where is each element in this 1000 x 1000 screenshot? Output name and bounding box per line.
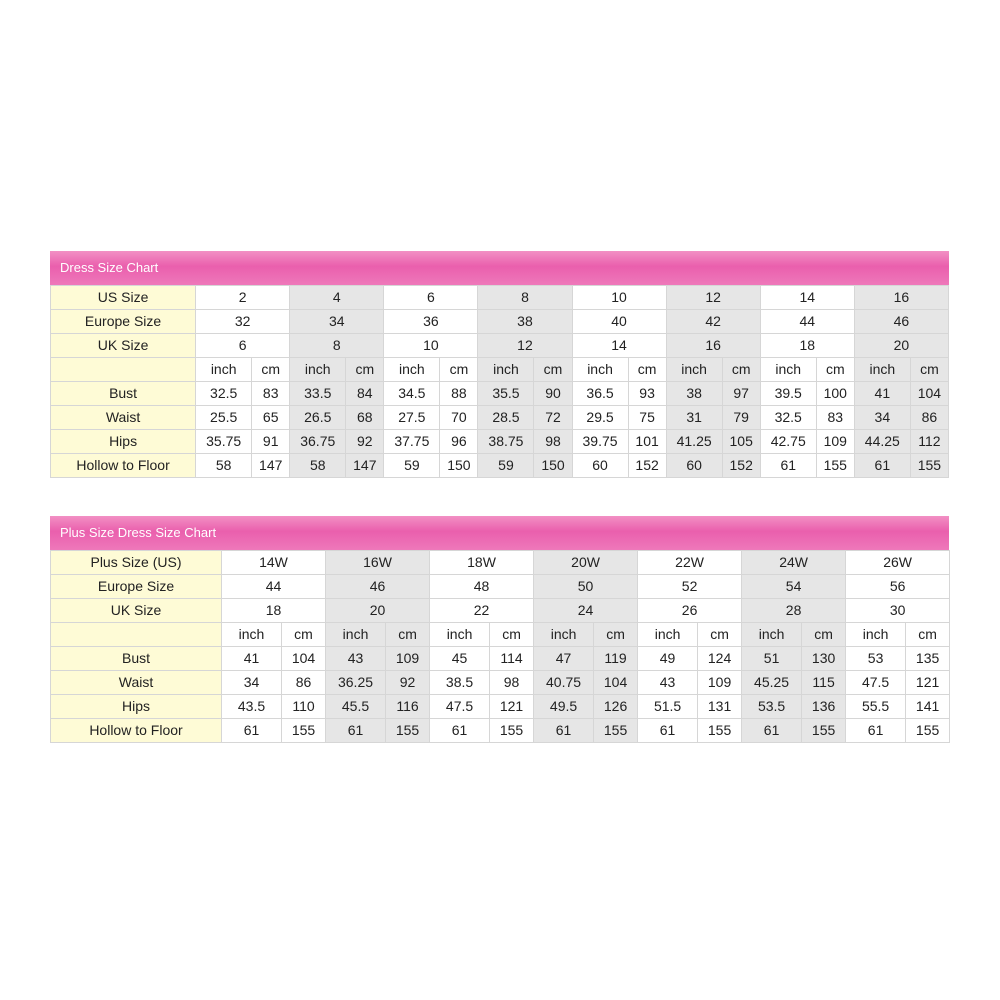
value-cell-cm: 109 (816, 430, 854, 454)
value-cell-inch: 37.75 (384, 430, 440, 454)
size-cell: 8 (478, 286, 572, 310)
value-cell-cm: 98 (534, 430, 572, 454)
value-cell-inch: 33.5 (290, 382, 346, 406)
value-cell-cm: 109 (386, 647, 430, 671)
size-cell: 16 (666, 334, 760, 358)
table-row (51, 454, 949, 478)
size-cell: 28 (742, 599, 846, 623)
row-label-hips: Hips (51, 430, 196, 454)
value-cell-cm: 86 (282, 671, 326, 695)
size-cell: 22 (430, 599, 534, 623)
size-cell: 36 (384, 310, 478, 334)
row-label-us-size: US Size (51, 286, 196, 310)
unit-header-inch: inch (326, 623, 386, 647)
value-cell-inch: 26.5 (290, 406, 346, 430)
size-cell: 20W (534, 551, 638, 575)
value-cell-inch: 61 (854, 454, 910, 478)
value-cell-inch: 59 (478, 454, 534, 478)
value-cell-cm: 105 (722, 430, 760, 454)
chart-title: Plus Size Dress Size Chart (50, 516, 949, 550)
value-cell-inch: 49.5 (534, 695, 594, 719)
unit-header-row (51, 623, 950, 647)
unit-header-cm: cm (816, 358, 854, 382)
value-cell-cm: 147 (252, 454, 290, 478)
unit-header-cm: cm (252, 358, 290, 382)
value-cell-cm: 114 (490, 647, 534, 671)
value-cell-cm: 131 (698, 695, 742, 719)
value-cell-inch: 60 (572, 454, 628, 478)
value-cell-cm: 155 (490, 719, 534, 743)
value-cell-cm: 79 (722, 406, 760, 430)
value-cell-cm: 141 (906, 695, 950, 719)
table-row (51, 334, 949, 358)
plus-size-dress-size-chart (50, 516, 949, 743)
unit-header-cm: cm (906, 623, 950, 647)
row-label-hollow-to-floor: Hollow to Floor (51, 454, 196, 478)
value-cell-cm: 155 (910, 454, 948, 478)
value-cell-cm: 121 (906, 671, 950, 695)
value-cell-inch: 44.25 (854, 430, 910, 454)
dress-size-chart (50, 251, 949, 478)
unit-header-inch: inch (196, 358, 252, 382)
value-cell-inch: 51.5 (638, 695, 698, 719)
chart-title: Dress Size Chart (50, 251, 949, 285)
size-cell: 38 (478, 310, 572, 334)
value-cell-cm: 92 (346, 430, 384, 454)
value-cell-inch: 61 (534, 719, 594, 743)
size-cell: 2 (196, 286, 290, 310)
table-row (51, 671, 950, 695)
value-cell-cm: 115 (802, 671, 846, 695)
value-cell-inch: 47 (534, 647, 594, 671)
table-row (51, 599, 950, 623)
value-cell-inch: 27.5 (384, 406, 440, 430)
value-cell-inch: 53.5 (742, 695, 802, 719)
value-cell-inch: 58 (290, 454, 346, 478)
value-cell-cm: 155 (594, 719, 638, 743)
row-label-waist: Waist (51, 406, 196, 430)
value-cell-cm: 109 (698, 671, 742, 695)
value-cell-inch: 55.5 (846, 695, 906, 719)
value-cell-cm: 92 (386, 671, 430, 695)
size-cell: 26 (638, 599, 742, 623)
value-cell-cm: 135 (906, 647, 950, 671)
unit-header-inch: inch (478, 358, 534, 382)
value-cell-inch: 31 (666, 406, 722, 430)
value-cell-inch: 51 (742, 647, 802, 671)
value-cell-inch: 34 (222, 671, 282, 695)
unit-header-inch: inch (222, 623, 282, 647)
value-cell-inch: 61 (326, 719, 386, 743)
size-cell: 50 (534, 575, 638, 599)
value-cell-cm: 152 (628, 454, 666, 478)
value-cell-inch: 61 (222, 719, 282, 743)
table-row (51, 575, 950, 599)
value-cell-cm: 100 (816, 382, 854, 406)
value-cell-inch: 43.5 (222, 695, 282, 719)
value-cell-cm: 155 (282, 719, 326, 743)
unit-row-label (51, 623, 222, 647)
value-cell-inch: 29.5 (572, 406, 628, 430)
value-cell-inch: 45.25 (742, 671, 802, 695)
value-cell-inch: 34 (854, 406, 910, 430)
value-cell-inch: 61 (638, 719, 698, 743)
value-cell-cm: 97 (722, 382, 760, 406)
table-row (51, 406, 949, 430)
value-cell-cm: 155 (816, 454, 854, 478)
value-cell-cm: 136 (802, 695, 846, 719)
value-cell-inch: 60 (666, 454, 722, 478)
unit-header-cm: cm (698, 623, 742, 647)
value-cell-cm: 72 (534, 406, 572, 430)
value-cell-inch: 38 (666, 382, 722, 406)
value-cell-cm: 93 (628, 382, 666, 406)
row-label-plus-size-us: Plus Size (US) (51, 551, 222, 575)
table-row (51, 695, 950, 719)
unit-header-inch: inch (430, 623, 490, 647)
value-cell-inch: 58 (196, 454, 252, 478)
unit-row-label (51, 358, 196, 382)
value-cell-cm: 150 (534, 454, 572, 478)
size-cell: 48 (430, 575, 534, 599)
value-cell-cm: 130 (802, 647, 846, 671)
value-cell-inch: 49 (638, 647, 698, 671)
value-cell-cm: 90 (534, 382, 572, 406)
value-cell-inch: 61 (742, 719, 802, 743)
size-table (50, 550, 950, 743)
row-label-hips: Hips (51, 695, 222, 719)
value-cell-cm: 101 (628, 430, 666, 454)
value-cell-inch: 41 (854, 382, 910, 406)
table-row (51, 647, 950, 671)
table-row (51, 286, 949, 310)
value-cell-cm: 150 (440, 454, 478, 478)
size-cell: 32 (196, 310, 290, 334)
value-cell-inch: 43 (326, 647, 386, 671)
unit-header-cm: cm (910, 358, 948, 382)
value-cell-inch: 47.5 (430, 695, 490, 719)
unit-header-cm: cm (594, 623, 638, 647)
row-label-hollow-to-floor: Hollow to Floor (51, 719, 222, 743)
size-cell: 44 (760, 310, 854, 334)
size-cell: 34 (290, 310, 384, 334)
value-cell-inch: 36.5 (572, 382, 628, 406)
row-label-europe-size: Europe Size (51, 575, 222, 599)
value-cell-inch: 40.75 (534, 671, 594, 695)
unit-header-cm: cm (722, 358, 760, 382)
unit-header-cm: cm (628, 358, 666, 382)
value-cell-inch: 41 (222, 647, 282, 671)
value-cell-inch: 61 (430, 719, 490, 743)
size-cell: 12 (666, 286, 760, 310)
size-cell: 22W (638, 551, 742, 575)
value-cell-cm: 155 (802, 719, 846, 743)
row-label-bust: Bust (51, 647, 222, 671)
unit-header-cm: cm (386, 623, 430, 647)
unit-header-cm: cm (282, 623, 326, 647)
row-label-uk-size: UK Size (51, 599, 222, 623)
size-cell: 46 (326, 575, 430, 599)
size-cell: 20 (326, 599, 430, 623)
value-cell-inch: 28.5 (478, 406, 534, 430)
value-cell-inch: 25.5 (196, 406, 252, 430)
size-cell: 10 (384, 334, 478, 358)
value-cell-inch: 35.75 (196, 430, 252, 454)
value-cell-cm: 152 (722, 454, 760, 478)
size-cell: 56 (846, 575, 950, 599)
value-cell-cm: 155 (386, 719, 430, 743)
value-cell-cm: 75 (628, 406, 666, 430)
value-cell-inch: 47.5 (846, 671, 906, 695)
value-cell-cm: 68 (346, 406, 384, 430)
value-cell-cm: 84 (346, 382, 384, 406)
value-cell-inch: 36.25 (326, 671, 386, 695)
unit-header-cm: cm (346, 358, 384, 382)
unit-header-inch: inch (572, 358, 628, 382)
unit-header-row (51, 358, 949, 382)
size-table (50, 285, 949, 478)
row-label-bust: Bust (51, 382, 196, 406)
size-cell: 12 (478, 334, 572, 358)
value-cell-cm: 86 (910, 406, 948, 430)
table-row (51, 310, 949, 334)
row-label-uk-size: UK Size (51, 334, 196, 358)
value-cell-inch: 34.5 (384, 382, 440, 406)
size-cell: 42 (666, 310, 760, 334)
value-cell-inch: 61 (760, 454, 816, 478)
row-label-waist: Waist (51, 671, 222, 695)
value-cell-cm: 112 (910, 430, 948, 454)
table-row (51, 719, 950, 743)
value-cell-inch: 53 (846, 647, 906, 671)
value-cell-cm: 147 (346, 454, 384, 478)
value-cell-inch: 38.5 (430, 671, 490, 695)
value-cell-inch: 45 (430, 647, 490, 671)
value-cell-cm: 121 (490, 695, 534, 719)
value-cell-inch: 35.5 (478, 382, 534, 406)
unit-header-inch: inch (846, 623, 906, 647)
size-cell: 4 (290, 286, 384, 310)
table-row (51, 551, 950, 575)
value-cell-cm: 119 (594, 647, 638, 671)
value-cell-inch: 61 (846, 719, 906, 743)
value-cell-cm: 155 (698, 719, 742, 743)
value-cell-inch: 43 (638, 671, 698, 695)
value-cell-cm: 83 (816, 406, 854, 430)
value-cell-cm: 104 (910, 382, 948, 406)
size-cell: 18W (430, 551, 534, 575)
size-cell: 14W (222, 551, 326, 575)
value-cell-inch: 36.75 (290, 430, 346, 454)
value-cell-inch: 59 (384, 454, 440, 478)
size-cell: 16 (854, 286, 948, 310)
table-row (51, 430, 949, 454)
value-cell-cm: 91 (252, 430, 290, 454)
value-cell-cm: 96 (440, 430, 478, 454)
value-cell-inch: 45.5 (326, 695, 386, 719)
value-cell-cm: 126 (594, 695, 638, 719)
value-cell-inch: 41.25 (666, 430, 722, 454)
unit-header-cm: cm (802, 623, 846, 647)
unit-header-cm: cm (490, 623, 534, 647)
value-cell-cm: 88 (440, 382, 478, 406)
unit-header-inch: inch (666, 358, 722, 382)
table-row (51, 382, 949, 406)
size-cell: 46 (854, 310, 948, 334)
value-cell-cm: 110 (282, 695, 326, 719)
value-cell-inch: 32.5 (760, 406, 816, 430)
unit-header-cm: cm (440, 358, 478, 382)
unit-header-inch: inch (534, 623, 594, 647)
size-cell: 16W (326, 551, 430, 575)
size-cell: 24W (742, 551, 846, 575)
value-cell-cm: 116 (386, 695, 430, 719)
value-cell-cm: 104 (282, 647, 326, 671)
value-cell-cm: 155 (906, 719, 950, 743)
value-cell-cm: 65 (252, 406, 290, 430)
value-cell-inch: 42.75 (760, 430, 816, 454)
unit-header-inch: inch (742, 623, 802, 647)
size-cell: 10 (572, 286, 666, 310)
size-cell: 14 (572, 334, 666, 358)
unit-header-inch: inch (638, 623, 698, 647)
size-cell: 18 (760, 334, 854, 358)
size-cell: 6 (384, 286, 478, 310)
value-cell-inch: 38.75 (478, 430, 534, 454)
value-cell-inch: 39.75 (572, 430, 628, 454)
unit-header-inch: inch (290, 358, 346, 382)
size-cell: 18 (222, 599, 326, 623)
value-cell-inch: 32.5 (196, 382, 252, 406)
value-cell-cm: 124 (698, 647, 742, 671)
size-cell: 44 (222, 575, 326, 599)
unit-header-cm: cm (534, 358, 572, 382)
size-cell: 30 (846, 599, 950, 623)
size-cell: 40 (572, 310, 666, 334)
unit-header-inch: inch (384, 358, 440, 382)
size-cell: 52 (638, 575, 742, 599)
size-cell: 20 (854, 334, 948, 358)
size-cell: 8 (290, 334, 384, 358)
value-cell-cm: 98 (490, 671, 534, 695)
value-cell-cm: 83 (252, 382, 290, 406)
size-cell: 6 (196, 334, 290, 358)
unit-header-inch: inch (760, 358, 816, 382)
value-cell-cm: 70 (440, 406, 478, 430)
row-label-europe-size: Europe Size (51, 310, 196, 334)
size-cell: 14 (760, 286, 854, 310)
value-cell-inch: 39.5 (760, 382, 816, 406)
size-cell: 24 (534, 599, 638, 623)
size-cell: 26W (846, 551, 950, 575)
value-cell-cm: 104 (594, 671, 638, 695)
size-cell: 54 (742, 575, 846, 599)
unit-header-inch: inch (854, 358, 910, 382)
